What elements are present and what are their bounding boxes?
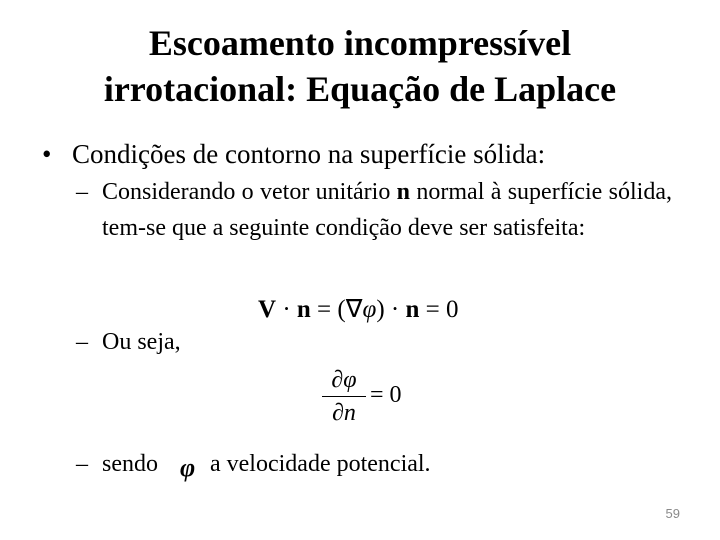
eq-paren-left: ( [337, 296, 346, 323]
eq-vector-v: V [258, 296, 277, 323]
bullet-text: Condições de contorno na superfície sólida: [72, 139, 546, 169]
eq-vector-n: n [296, 296, 311, 323]
subitem-sendo [76, 446, 672, 482]
subitem-ou-seja [76, 324, 672, 360]
phi-symbol: φ [180, 453, 196, 482]
subitem-text: Considerando o vetor unitário n normal à superfície sólida, tem-se que a seguinte condição deve ser satisfeita: [102, 179, 672, 241]
eq-paren-right: ) [376, 296, 385, 323]
eq-equals: = [425, 296, 440, 323]
dash-marker: – [76, 329, 88, 355]
eq-dot: · [282, 296, 291, 323]
eq-vector-n: n [405, 296, 420, 323]
subitem-text-before: sendo [102, 451, 158, 477]
equation-normal-derivative [322, 366, 366, 427]
eq-nabla: ∇ [345, 296, 363, 323]
eq-zero: 0 [445, 296, 459, 323]
bullet-item [42, 138, 682, 170]
title-line-2: irrotacional: Equação de Laplace [103, 69, 617, 109]
title-line-1: Escoamento incompressível [148, 23, 572, 63]
subitem-text [76, 446, 672, 482]
fraction-rhs: = 0 [370, 382, 402, 408]
fraction-denominator: ∂n [332, 400, 356, 426]
slide-title [40, 20, 680, 112]
eq-equals: = [317, 296, 332, 323]
subitem-text-after: a velocidade potencial. [210, 451, 431, 477]
bullet-marker: • [42, 139, 52, 169]
dash-marker: – [76, 451, 88, 477]
dash-marker: – [76, 179, 88, 205]
eq-phi: φ [362, 296, 377, 323]
eq-dot: · [390, 296, 400, 323]
subitem-considerando [76, 174, 672, 246]
page-number: 59 [665, 506, 680, 521]
subitem-text: Ou seja, [102, 329, 181, 355]
equation-boundary-condition [258, 295, 458, 325]
fraction-numerator: ∂φ [322, 366, 366, 397]
